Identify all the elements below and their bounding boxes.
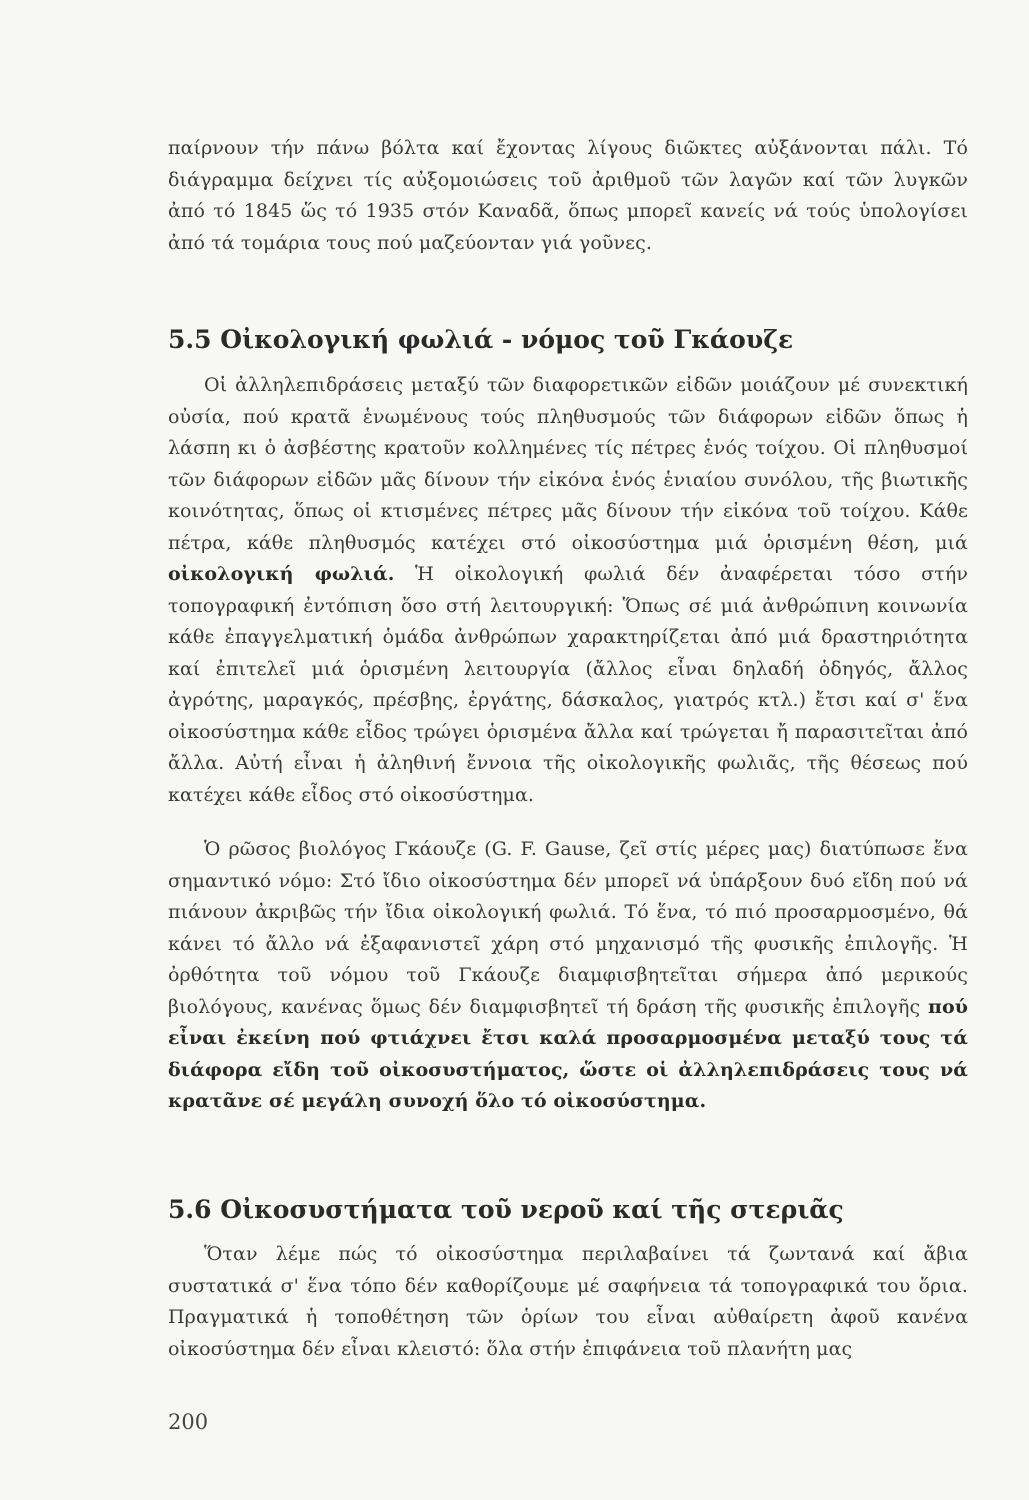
section-heading-5-6: 5.6 Οἰκοσυστήματα τοῦ νεροῦ καί τῆς στεριᾶς bbox=[168, 1195, 844, 1224]
paragraph-intro: παίρνουν τήν πάνω βόλτα καί ἔχοντας λίγους διῶκτες αὐξάνονται πάλι. Τό διάγραμμα δείχνει τίς αὐξομοιώσεις τοῦ ἀριθμοῦ τῶν λαγῶν καί τῶν λυγκῶν ἀπό τό 1845 ὥς τό 1935 στόν Καναδᾶ, ὅπως μπορεῖ κανείς νά τούς ὑπολογίσει ἀπό τά τομάρια τους πού μαζεύονταν γιά γοῦνες. bbox=[168, 137, 968, 254]
paragraph-ecological-niche bbox=[168, 370, 968, 811]
paragraph-text: Οἱ ἀλληλεπιδράσεις μεταξύ τῶν διαφορετικῶν εἰδῶν μοιάζουν μέ συνεκτική οὐσία, πού κρατᾶ ἑνωμένους τούς πληθυσμούς τῶν διάφορων εἰδῶν ὅπως ἡ λάσπη κι ὁ ἀσβέστης κρατοῦν κολλημένες τίς πέτρες ἑνός τοίχου. Οἱ πληθυσμοί τῶν διάφορων εἰδῶν μᾶς δίνουν τήν εἰκόνα ἑνός ἑνιαίου συνόλου, τῆς βιωτικῆς κοινότητας, ὅπως οἱ κτισμένες πέτρες μᾶς δίνουν τήν εἰκόνα τοῦ τοίχου. Κάθε πέτρα, κάθε πληθυσμός κατέχει στό οἰκοσύστημα μιά ὁρισμένη θέση, μιά bbox=[168, 374, 968, 554]
bold-statement: πού εἶναι ἐκείνη πού φτιάχνει ἔτσι καλά προσαρμοσμένα μεταξύ τους τά διάφορα εἴδη τοῦ οἰκοσυστήματος, ὥστε οἱ ἀλληλεπιδράσεις τους νά κρατᾶνε σέ μεγάλη συνοχή ὅλο τό οἰκοσύστημα. bbox=[168, 995, 969, 1112]
paragraph-text: Ὁ ρῶσος βιολόγος Γκάουζε (G. F. Gause, ζεῖ στίς μέρες μας) διατύπωσε ἕνα σημαντικό νόμο: Στό ἴδιο οἰκοσύστημα δέν μπορεῖ νά ὑπάρξουν δυό εἴδη πού νά πιάνουν ἀκριβῶς τήν ἴδια οἰκολογική φωλιά. Τό ἕνα, τό πιό προσαρμοσμένο, θά κάνει τό ἄλλο νά ἐξαφανιστεῖ χάρη στό μηχανισμό τῆς φυσικῆς ἐπιλογῆς. Ἡ ὀρθότητα τοῦ νόμου τοῦ Γκάουζε διαμφισβητεῖται σήμερα ἀπό μερικούς βιολόγους, κανένας ὅμως δέν διαμφισβητεῖ τή δράση τῆς φυσικῆς ἐπιλογῆς bbox=[168, 838, 968, 1018]
paragraph-ecosystem-boundaries: Ὅταν λέμε πώς τό οἰκοσύστημα περιλαβαίνει τά ζωντανά καί ἄβια συστατικά σ' ἕνα τόπο δέν καθορίζουμε μέ σαφήνεια τά τοπογραφικά του ὅρια. Πραγματικά ἡ τοποθέτηση τῶν ὁρίων του εἶναι αὐθαίρετη ἀφοῦ κανένα οἰκοσύστημα δέν εἶναι κλειστό: ὅλα στήν ἐπιφάνεια τοῦ πλανήτη μας bbox=[168, 1243, 968, 1360]
page-number: 200 bbox=[168, 1410, 209, 1434]
section-heading-5-5: 5.5 Οἰκολογική φωλιά - νόμος τοῦ Γκάουζε bbox=[168, 325, 794, 354]
paragraph-gause-law bbox=[168, 834, 968, 1118]
bold-term: οἰκολογική φωλιά. bbox=[168, 563, 395, 585]
paragraph-text: Ἡ οἰκολογική φωλιά δέν ἀναφέρεται τόσο στήν τοπογραφική ἐντόπιση ὅσο στή λειτουργική: Ὅπως σέ μιά ἀνθρώπινη κοινωνία κάθε ἐπαγγελματική ὁμάδα ἀνθρώπων χαρακτηρίζεται ἀπό μιά δραστηριότητα καί ἐπιτελεῖ μιά ὁρισμένη λειτουργία (ἄλλος εἶναι δηλαδή ὁδηγός, ἄλλος ἀγρότης, μαραγκός, πρέσβης, ἐργάτης, δάσκαλος, γιατρός κτλ.) ἔτσι καί σ' ἕνα οἰκοσύστημα κάθε εἶδος τρώγει ὁρισμένα ἄλλα καί τρώγεται ἤ παρασιτεῖται ἀπό ἄλλα. Αὐτή εἶναι ἡ ἀληθινή ἔννοια τῆς οἰκολογικῆς φωλιᾶς, τῆς θέσεως πού κατέχει κάθε εἶδος στό οἰκοσύστημα. bbox=[168, 563, 969, 806]
